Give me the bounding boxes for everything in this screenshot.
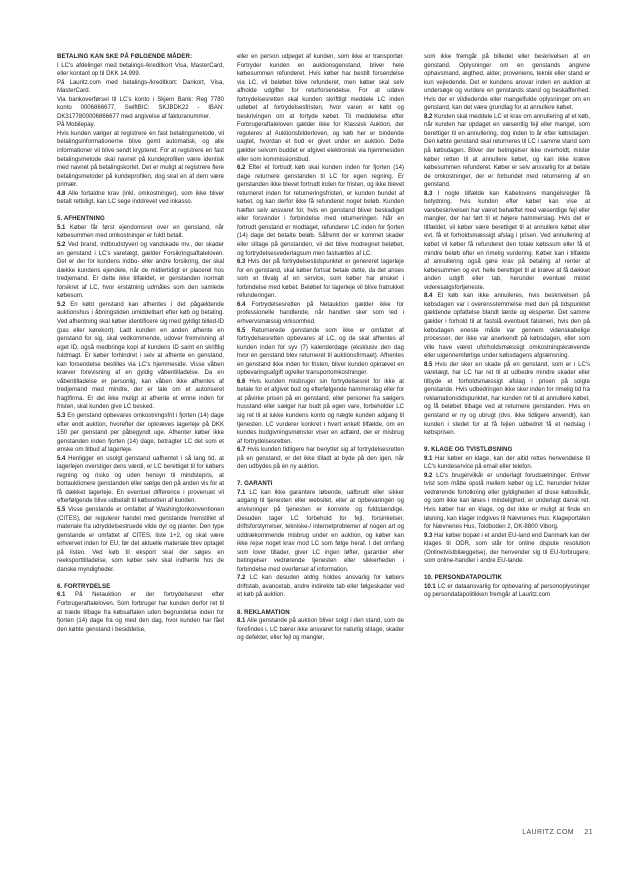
clause-number: 8.1 [237, 618, 246, 625]
clause-number: 7.1 [237, 489, 246, 496]
paragraph [237, 617, 404, 643]
clause-number: 6.3 [237, 259, 246, 266]
clause-text: Henligger en usolgt genstand uafhentet i så lang tid, at lagerlejen overstiger dens værdi, er LC berettiget til for købers regning og risiko og uden hensyn til mindstepris, at bortauktionere genstanden eller sælge den på anden vis for at få dækket lagerleje. En eventuel difference i provenuet vil efterfølgende blive udbetalt til købsretten af kunden. [57, 455, 224, 505]
clause-number: 6.7 [237, 447, 246, 454]
paragraph [237, 446, 404, 472]
clause-text: Køber får først ejendomsret over en genstand, når købesummen med omkostninger er fuldt betalt. [57, 224, 224, 240]
footer-brand: LAURITZ.COM [522, 829, 575, 836]
clause-text: Alle genstande på auktion bliver solgt i den stand, som de forefindes i. LC bærer ikke ansvaret for naturlig slitage, skader og defekter, eller fejl og mangler, [237, 618, 404, 642]
clause-text: Fortrydelsesretten på Netauktion gælder ikke for professionelle handlende, når handlen sker som led i erhvervsmæssig virksomhed. [237, 301, 404, 325]
paragraph [57, 224, 224, 241]
clause-text: Ved brand, indbrudstyveri og vandskade mv., der skader en genstand i LC's varetægt, gælder Forsikringsaftaleloven. Det er der for kundens indbo- eller andre forsikring, der skal dække kundens ejendele, når de midlertidigt er placeret hos tredjemand. Er dette ikke tilfældet, er genstanden normalt forsikret af LC, hvor erstatning udmåles som den samlede købesum. [57, 242, 224, 300]
clause-number: 9.2 [424, 472, 433, 479]
section-heading: 6. FORTRYDELSE [57, 582, 111, 590]
clause-number: 8.4 [424, 293, 433, 300]
clause-number: 6.2 [237, 165, 246, 172]
paragraph [57, 506, 224, 574]
clause-text: Et køb kan ikke annulleres, hvis beskrivelsen på købsdagen var i overensstemmelse med den på tidspunktet gældende opfattelse blandt lærde og eksperter. Det samme gælder i forhold til at fastslå eventuelt falskneri, hvis den på købsdagen eneste måde var gennem videnskabelige processer, der ikke var anerkendt på købsdagen, eller som ville have været uforholdsmæssigt omkostningskrævende eller uigennemførlige under købsdagens afgrænsning. [424, 293, 590, 360]
paragraph [57, 301, 224, 412]
paragraph: eller en person udpeget af kunden, som ikke er transportør. Fortryder kunden en auktionsgenstand, bliver hele købesummen refunderet. Hvis køber har bestilt forsendelse via LC, vil beløbet blive refunderet, men køber skal selv afholde udgifter for returforsendelse. For at udøve fortrydelsesretten skal kunden skriftligt meddele LC inden udløbet af fortrydelsesfristen, hvor varen er købt og beskrivingen om at fortyde købet. Til meddelelse efter Forbrugeraftaleloven gælder ikke for Klassisk Auktion, der reguleres af Auktionsbilderloven, og køb her er bindende uagtet, hvordan et bud er givet under en auktion. Dette gælder selvom buddet er afgivet elektronisk via hjemmesiden eller som kommissionsbud. [237, 54, 404, 163]
clause-number: 9.1 [424, 455, 433, 462]
clause-text: Returnerede genstande som ikke er omfattet af fortrydelsesretten opbevares af LC, og de skal afhentes af kunden inden for syv (7) kalenderdage (eksklusiv den dag hvor en genstand blev returneret til auktionsfirmaet). Afhentes en genstand ikke inden for fristen, bliver kunden opkrævet en opbevaringsafgift og/eller transportomkostninger. [237, 327, 404, 377]
clause-number: 9.3 [424, 532, 433, 539]
clause-text: En genstand opbevares omkostningsfrit i fjorten (14) dage efter endt auktion, hvorefter der opkræves lagerleje på DKK 150 per genstand per påbegyndt uge. Afhenter køber ikke genstanden inden fjorten (14) dage, betragter LC det som et ønske om tilbud af lagerleje. [57, 412, 224, 454]
paragraph [424, 361, 590, 438]
paragraph: Via bankoverførsel til LC's konto i Skjern Bank: Reg 7780 konto 0006866677, SwiftBIC: SKJBDK22 - IBAN: DK3177800006866677 med angivelse af fakturanummer. [57, 96, 224, 120]
clause-text: Hvis kunden misbruger sin fortrydelsesret for ikke at betale for et afgivet bud og efterfølgende hammerslag eller for at påvirke prisen på en genstand, eller personer fra sælgers husstand eller sælger har budt på egen vare, forbeholder LC sig ret til at lukke kundens konto og nægte kunden adgang til tjenesten. LC vurderer konkret i hvert enkelt tilfælde, om en kundes budgivningsmønster viser en adfærd, der er misbrug af fortrydelsesretten. [237, 378, 404, 445]
clause-text: LC kan desuden aldrig holdes ansvarlig for købers driftstab, avancetab, andre indirekte tab eller følgeskader ved et køb på auktion. [237, 575, 404, 599]
clause-text: Har køber en klage, kan der altid rettes henvendelse til LC's kundeservice på email eller telefon. [424, 455, 590, 471]
paragraph [237, 164, 404, 258]
clause-number: 8.2 [424, 113, 433, 120]
clause-text: Hvis der på fortrydelsestidspunktet er genereret lagerleje for en genstand, skal køber fortsat betale dette, da det anses som et tilvalg af en service, som køber har ønsket i forbindelse med købet. Beløbet for lagerleje vil blive fratrukket refunderingen. [237, 259, 404, 300]
clause-text: Har køber bopæl i et andet EU-land end Danmark kan der klages til ODR, som står for online dispute resolution (Onlinetvistbilæggelse), der henvender sig til EU-forbrugere, som online-handler i andre EU-lande. [424, 532, 590, 565]
clause-text: Efter et fortrudt køb skal kunden inden for fjorten (14) dage returnere genstanden til LC for egen regning. Er genstanden ikke blevet fortrudt inden for fristen, og ikke blevet returneret inden for returneringsfristen, er kunden bundet af købet, og kan derfor ikke få refunderet noget beløb. Kunden hæfter selv ansvaret for, hvis en genstand bliver beskadiget eller forsvinder i forbindelse med returneringen. Når en fortrudt genstand er modtaget, refunderer LC inden for fjorten (14) dage det betalte beløb. Såfremt der er kommet skader eller slitage på genstanden, vil det blive modregnet beløbet, og fortrydelsesvederlagsum men fastsættes af LC. [237, 165, 404, 257]
clause-number: 5.1 [57, 224, 66, 231]
clause-number: 5.5 [57, 506, 66, 513]
section-heading: BETALING KAN SKE PÅ FØLGENDE MÅDER: [57, 53, 193, 60]
clause-number: 6.6 [237, 378, 246, 385]
section-heading: 9. KLAGE OG TVISTLØSNING [424, 446, 513, 454]
paragraph [57, 412, 224, 455]
text-column-3 [424, 53, 590, 600]
text-column-1 [57, 53, 224, 634]
paragraph [424, 532, 590, 566]
paragraph [57, 190, 224, 207]
clause-number: 8.3 [424, 190, 433, 197]
clause-text: Alle fortaldne krav (inkl. omkostninger), som ikke bliver betalt rettidigt, kan LC sege inddrevet ved inkasso. [57, 190, 224, 206]
clause-text: Kunden skal meddele LC et krav om annullering af et køb, når kunden har opdaget en væsentlig fejl eller mangel, som berettiger til en annullering, dog inden to år efter købsdagen. Den købte genstand skal returneres til LC i samme stand som på købsdagen. Bliver der betingelser ikke overholdt, mister køber retten til at annullere købet, og kan ikke kræve købesummen refunderet. Køber er selv ansvarlig for at betale de omkostninger, der er forbundet med returnering af en genstand. [424, 113, 591, 189]
text-column-2 [237, 53, 404, 643]
paragraph [237, 301, 404, 327]
clause-text: Visse genstande er omfattet af Washingtonkonventionen (CITES), der regulerer handel med genstande fremstillet af materiale fra udryddelsestruede vilde dyr og planter. Den type genstande er omfattet af CITES, liste 1+2, og skal være erhvervet inden for EU, før det aktuelle materiale blev optaget på listen. Ved køb til eksport skal der søges en reeksporttilladelse, som køber selv skal indhente hos de danske myndigheder. [57, 506, 224, 573]
clause-text: I nogle tilfælde kan Kabelovens mangelsregler få betydning, hvis kunden efter købet kan vise at varebeskrivelsen har været behæftet med væsentlige fejl eller mangler, der har ført til et højere hammerslag. Hvis det er tilfældet, vil køber være berettiget til at annullere købet eller evt. få et forholdsmæssigt afslag i prisen. Ved annullering af købet vil køber få refunderet den totale købssum eller få et mindre beløb efter en rimelig vurdering. Køber kan i tilfælde af annullering også gøre krav på betaling af renter af købesummen og evt. helle berettiget til at kræve at få dækket anden udgift eller tab, herunder eventuel mistet videresalgsfortjeneste. [424, 190, 590, 291]
paragraph [424, 113, 590, 190]
clause-number: 5.2 [57, 301, 66, 308]
clause-text: Hvis der sker en skade på en genstand, som er i LC's varetægt, har LC har ret til at udbedre mindre skader eller tilbyde et forholdsmæssigt afslag i prisen på solgte genstande. Hvis udbedringen ikke sker inden for rimelig tid fra reklamationstidspunktet, har kunden ret til at annullere købet, og få beløbet tilbage ved at returnere genstanden. Hvis en genstand er ny og ubrugt (dvs. ikke tidligere anvendt), kan kunden i stedet for at få fejlen udbedret få et nedslag i købsprisen. [424, 361, 590, 437]
paragraph: som ikke fremgår på billedet eller beskrivelsen af en genstand. Oplysninger om en genstands angivne ophavsmand, ægthed, alder, proveniens, teknik eller stand er kun vejledende. Det er kundens ansvar inden en auktion at undersøge og vurdere en genstands stand og beskaffenhed. Hvis der er vildledende eller mangelfulde oplysninger om en genstand, kan det være grundlag for at annullere købet. [424, 54, 590, 112]
paragraph [424, 292, 590, 360]
paragraph [424, 583, 590, 600]
section-heading: 8. REKLAMATION [237, 608, 290, 616]
clause-number: 6.5 [237, 327, 246, 334]
clause-text: På Netauktion er der fortrydelsesret efter Forbrugeraftaleloven. Som forbruger har kunden derfor ret til at træde tilbage fra købsaftalen uden begrundelse inden for fjorten (14) dage fra og med den dag, hvor kunden har fået den købte genstand i besiddelse, [57, 592, 225, 633]
paragraph [237, 258, 404, 301]
paragraph [237, 574, 404, 600]
clause-text: LC er dataansvarlig for opbevaring af personoplysninger og persondatapolitikken fremgår af Lauritz.com [424, 583, 591, 599]
paragraph: På Lauritz.com med betalings-/kreditkort: Dankort, Visa, MasterCard. [57, 79, 224, 95]
paragraph [237, 327, 404, 378]
paragraph [237, 489, 404, 574]
clause-text: LC kan ikke garantere løbende, uafbrudt eller sikker adgang til tjenesten eller websitet, eller at opbevaringen og anvisninger på tjenesten er korrekte og fuldstændige. Desuden tager LC forbehold for fejl, forsinkelser, driftsforstyrrelser, tekniske-/ internetproblemer af nogen art og uddrækommende misbrug under en auktion, og køber kan ikke rejse noget krav mod LC som følge heraf. I det omfang som lover tillader, giver LC ingen løfter, garantier eller betingelser vedrørende tjenesten eller sikkerheden i forbindelse med overførsel af information. [237, 489, 404, 573]
paragraph [237, 378, 404, 446]
clause-number: 5.2 [57, 242, 66, 249]
clause-number: 6.1 [57, 592, 66, 599]
section-heading: 10. PERSONDATAPOLITIK [424, 574, 503, 582]
paragraph: På Mobilepay. [57, 122, 95, 129]
clause-number: 4.8 [57, 190, 66, 197]
paragraph: Hvis kunden vælger at registrere en fast betalingsmetode, vil betalingsinformationerne blive gemt automatisk, og alle informationer vil blive sendt krypteret. For at registrere en fast betalingsmetode skal navnet på kundeprofilen være identisk med navnet på betalingskortet. Det er muligt at registrere flere betalingsmetoder på kundeprofilen, dog skal en af dem være primær. [57, 130, 224, 189]
paragraph: I LC's afdelinger med betalings-/kreditkort Visa, MasterCard, eller kontant op til DKK 14.999. [57, 62, 224, 78]
clause-number: 7.2 [237, 575, 246, 582]
paragraph [424, 190, 590, 293]
paragraph [424, 472, 590, 532]
clause-number: 8.5 [424, 361, 433, 368]
clause-text: LC's brugervilkår er underlagt forudsætninger. Enhver tvist som måtte opstå mellem køber og LC, herunder tvister vedrørende fortolkning eller gyldigheden af disse købsvilkår, og som ikke kan løses i mindelighed, er underlagt dansk ret. Hvis køber har en klage, og det ikke er muligt at finde en løsning, kan klager indgives til Nævnenes Hus: Klageportalen for Nævnenes Hus, Toldboden 2, DK-8800 Viborg. [424, 472, 591, 531]
section-heading: 5. AFHENTNING [57, 215, 105, 223]
paragraph [57, 591, 224, 634]
clause-text: Hvis kunden tidligere har benyttet sig af fortrydelsesretten på en genstand, er det ikke tilladt at byde på den igen, når den udbydes på en ny auktion. [237, 447, 404, 471]
clause-number: 10.1 [424, 583, 436, 590]
paragraph [57, 241, 224, 301]
page-footer [522, 829, 593, 836]
section-heading: 7. GARANTI [237, 480, 273, 488]
clause-number: 5.3 [57, 412, 66, 419]
clause-number: 5.4 [57, 455, 66, 462]
clause-number: 6.4 [237, 301, 246, 308]
paragraph [424, 455, 590, 472]
page-number: 21 [584, 829, 593, 836]
clause-text: En købt genstand kan afhentes i det pågældende auktionshus i åbningstiden umiddelbart efter køb og betaling. Ved afhentning skal køber identificere sig med gyldigt billed-ID (pas eller kørekort). Ladt kunden en anden afhente en genstand for sig, skal vedkommende, udover fremvisning af eget ID, også medbringe kopi af kundens ID samt en skriftlig fuldmagt. Er køber forhindret i selv at afhente en genstand, kan forsendelse bestilles via LC's hjemmeside. Visse våben kræver forevisning af en gyldig våbentilladelse. Da en våbentilladelse er personlig, kan våben ikke afhentes af tredjemand med mindre, der er tale om et autoriseret fragtfirma. Er det ikke muligt at afhente et emne inden for fristen, skal kunden give LC besked. [57, 301, 224, 411]
paragraph [57, 455, 224, 506]
